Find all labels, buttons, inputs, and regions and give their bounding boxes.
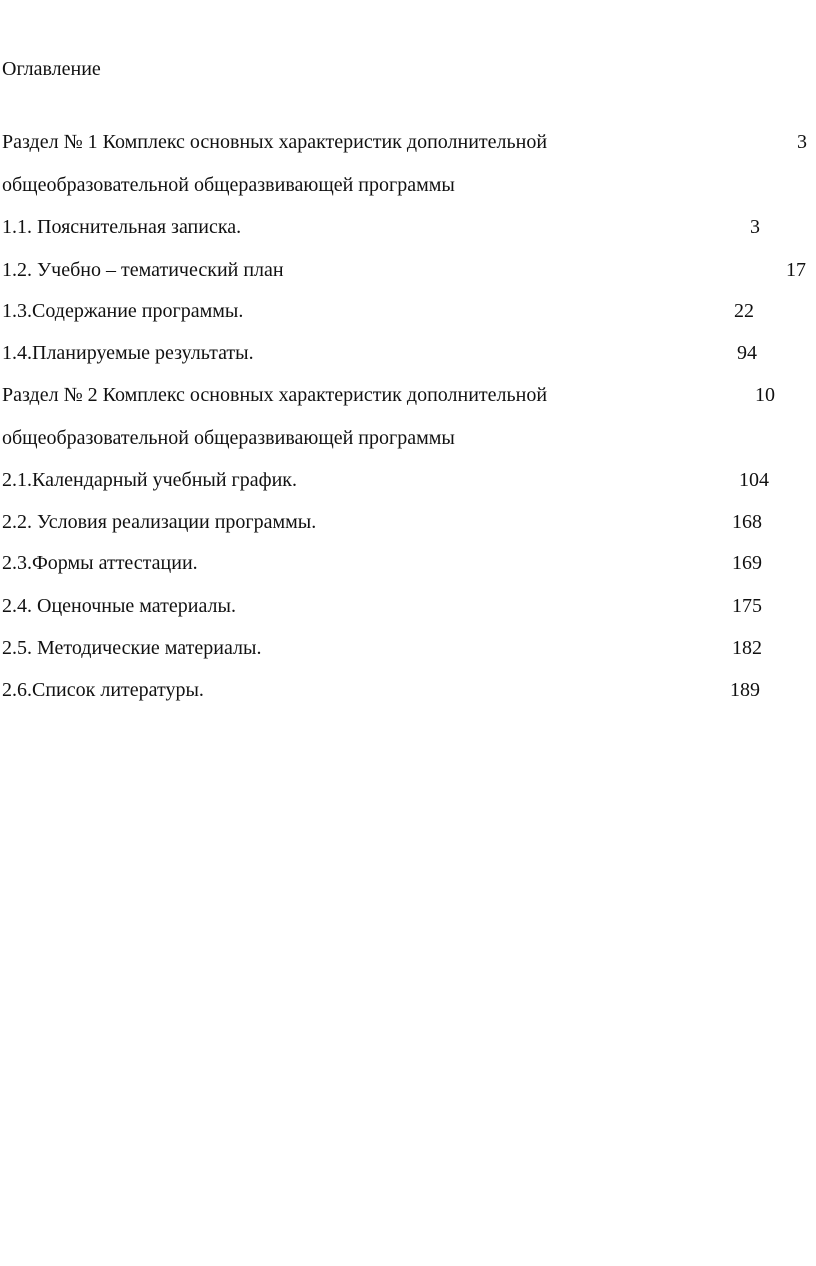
toc-entry-page: 168 [732, 511, 762, 533]
toc-entry-continuation: общеобразовательной общеразвивающей программы [2, 174, 455, 196]
toc-entry-text: 1.1. Пояснительная записка. [2, 216, 242, 238]
toc-entry-text: 2.1.Календарный учебный график. [2, 469, 297, 491]
toc-entry-text: 2.3.Формы аттестации. [2, 552, 198, 574]
toc-entry-text: 1.2. Учебно – тематический план [2, 259, 284, 281]
toc-entry-text: Раздел № 2 Комплекс основных характеристик дополнительной [2, 384, 548, 406]
toc-entry-page: 104 [739, 469, 769, 491]
toc-entry-page: 10 [755, 384, 775, 406]
toc-entry-page: 175 [732, 595, 762, 617]
toc-entry-page: 22 [734, 300, 754, 322]
toc-entry-page: 169 [732, 552, 762, 574]
toc-entry-page: 3 [750, 216, 760, 238]
toc-title: Оглавление [2, 58, 101, 80]
toc-entry-text: 2.4. Оценочные материалы. [2, 595, 236, 617]
toc-entry-text: 2.5. Методические материалы. [2, 637, 262, 659]
toc-entry-text: 1.4.Планируемые результаты. [2, 342, 254, 364]
toc-entry-page: 3 [797, 131, 807, 153]
toc-entry-text: 1.3.Содержание программы. [2, 300, 244, 322]
toc-entry-text: 2.2. Условия реализации программы. [2, 511, 317, 533]
toc-entry-text: 2.6.Список литературы. [2, 679, 204, 701]
toc-entry-continuation: общеобразовательной общеразвивающей программы [2, 427, 455, 449]
toc-entry-page: 189 [730, 679, 760, 701]
toc-entry-page: 17 [786, 259, 806, 281]
toc-entry-text: Раздел № 1 Комплекс основных характеристик дополнительной [2, 131, 548, 153]
toc-entry-page: 182 [732, 637, 762, 659]
toc-entry-page: 94 [737, 342, 757, 364]
